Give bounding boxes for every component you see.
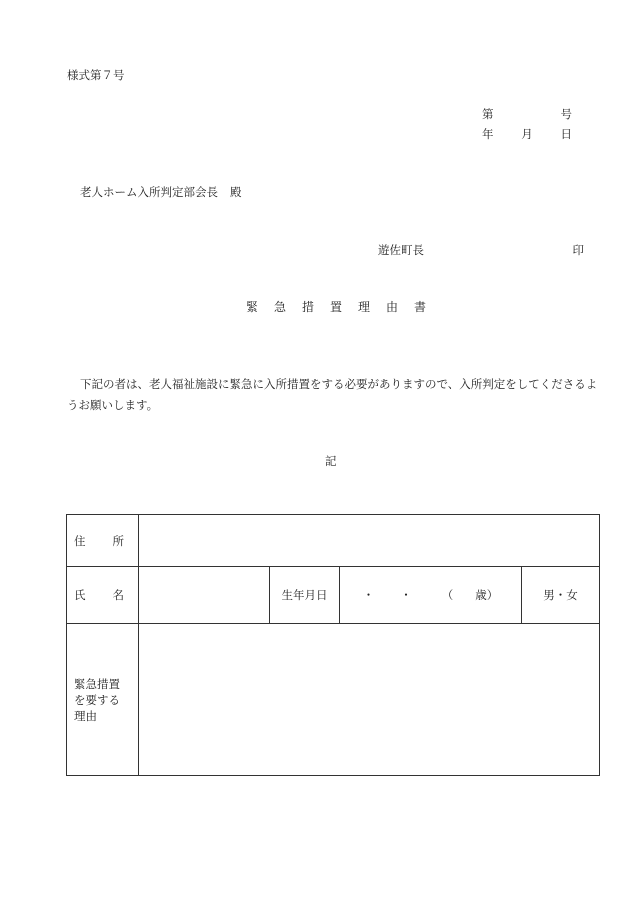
body-text: 下記の者は、老人福祉施設に緊急に入所措置をする必要がありますので、入所判定をしてくださるようお願いします。 — [67, 377, 598, 412]
dob-label: 生年月日 — [270, 567, 340, 624]
addressee-name: 老人ホーム入所判定部会長 — [80, 185, 218, 199]
reason-field[interactable] — [139, 624, 600, 776]
addressee — [80, 184, 242, 200]
doc-number-prefix: 第 — [482, 107, 494, 121]
name-label: 氏名 — [74, 588, 124, 602]
address-field[interactable] — [139, 515, 600, 567]
reason-label-line-3: 理由 — [74, 708, 97, 723]
sender — [378, 242, 584, 258]
seal-mark: 印 — [572, 243, 584, 257]
document-number — [482, 106, 572, 122]
age-open-paren: （ — [441, 588, 454, 602]
name-row — [67, 567, 600, 624]
document-date — [482, 126, 572, 142]
reason-label-line-2: を要する — [74, 692, 120, 707]
age-unit: 歳） — [475, 588, 499, 602]
dob-field[interactable] — [340, 567, 522, 624]
sender-name: 遊佐町長 — [378, 243, 424, 257]
document-title: 緊急措置理由書 — [246, 300, 443, 314]
ki-heading: 記 — [325, 454, 337, 468]
name-label-cell — [67, 567, 139, 624]
date-day: 日 — [560, 127, 572, 141]
doc-number-suffix: 号 — [560, 107, 572, 121]
address-label: 住所 — [74, 533, 124, 548]
form-number: 様式第７号 — [67, 68, 125, 82]
address-row — [67, 515, 600, 567]
reason-row — [67, 624, 600, 776]
address-label-cell — [67, 515, 139, 567]
reason-label-line-1: 緊急措置 — [74, 676, 120, 691]
sex-options[interactable]: 男・女 — [522, 567, 600, 624]
date-year: 年 — [482, 127, 494, 141]
reason-label — [67, 624, 139, 776]
date-month: 月 — [521, 127, 533, 141]
addressee-honorific: 殿 — [230, 185, 242, 199]
name-field[interactable] — [139, 567, 270, 624]
dob-separator-2: ・ — [400, 588, 412, 602]
application-table — [66, 514, 600, 776]
dob-separator-1: ・ — [362, 588, 375, 602]
